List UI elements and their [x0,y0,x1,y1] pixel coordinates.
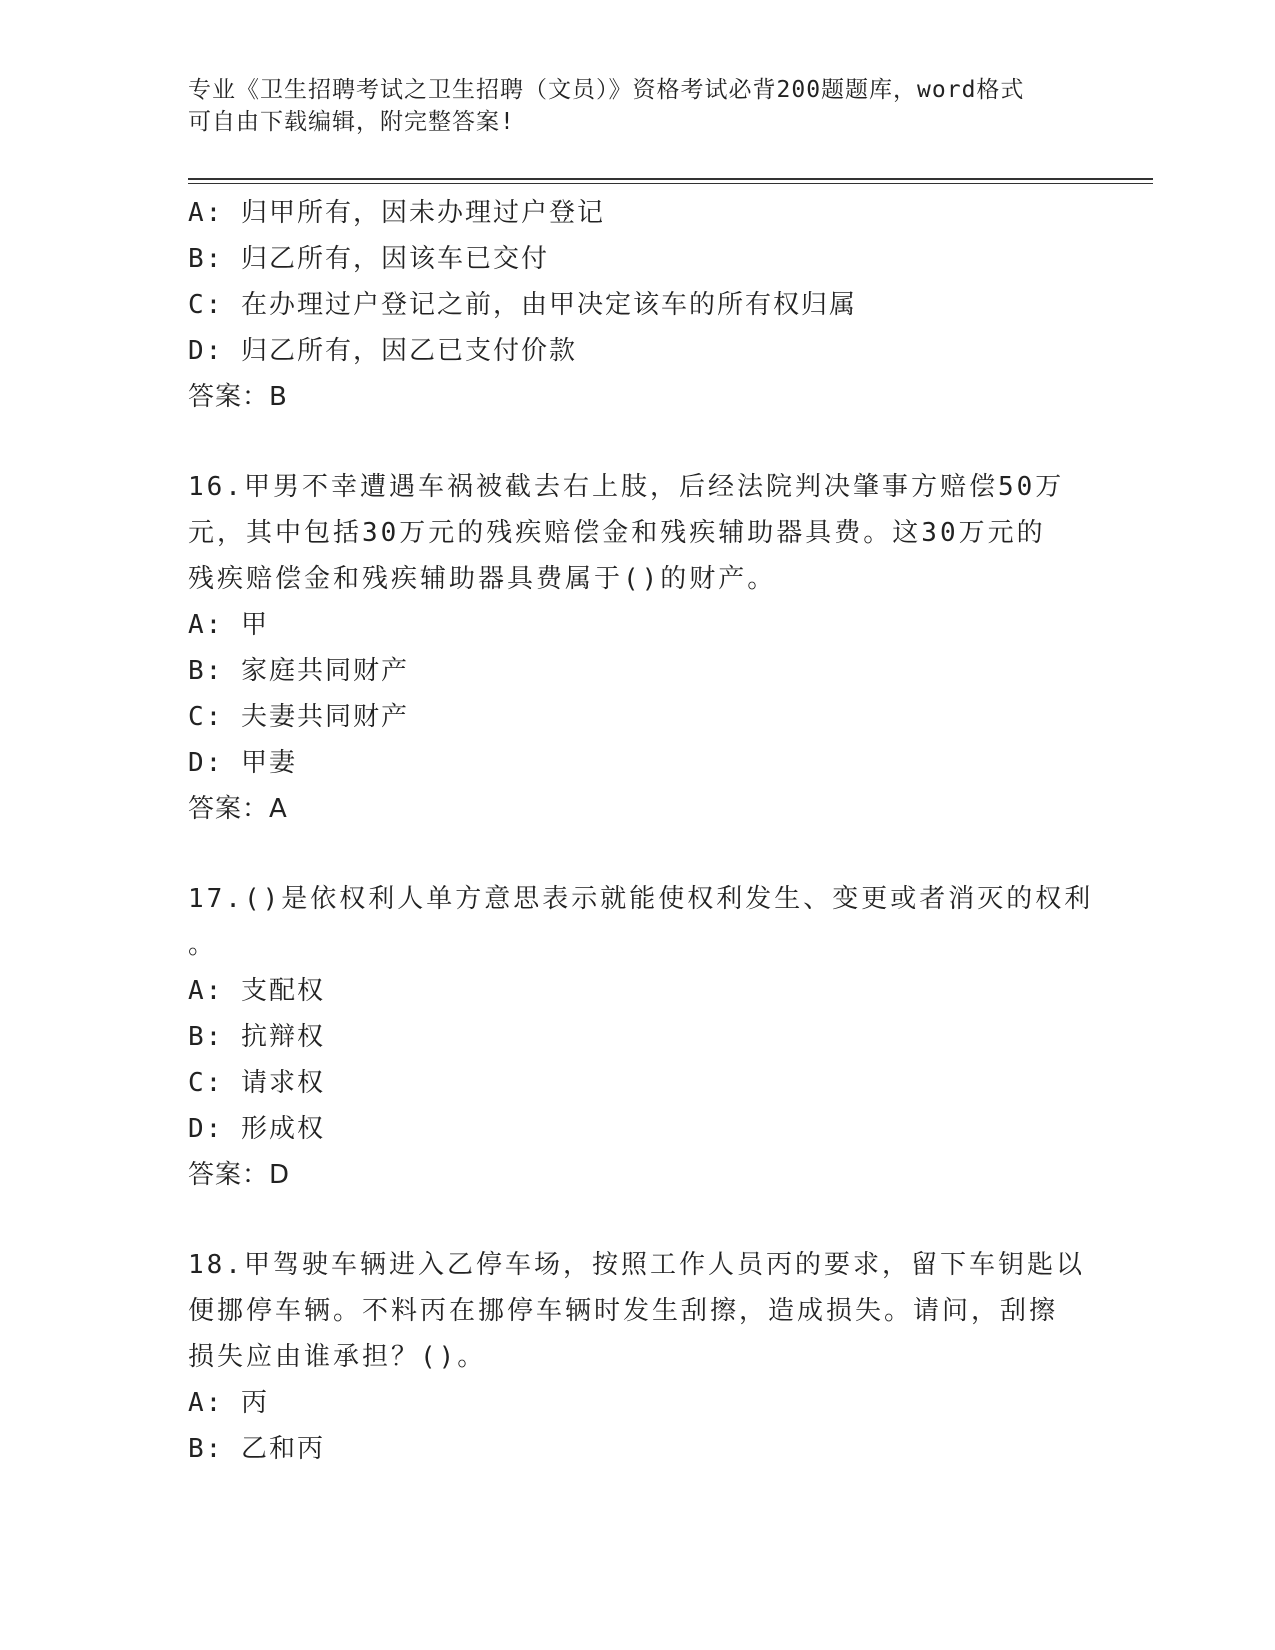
option-b: B: 抗辩权 [188,1022,325,1052]
stem-line: 18.甲驾驶车辆进入乙停车场，按照工作人员丙的要求，留下车钥匙以 [188,1250,1085,1280]
stem-line: 便挪停车辆。不料丙在挪停车辆时发生刮擦，造成损失。请问，刮擦 [188,1296,1059,1326]
option-b: B: 乙和丙 [188,1434,325,1464]
option-b: B: 家庭共同财产 [188,656,409,686]
question-stem [188,876,1094,968]
option-a: A: 归甲所有，因未办理过户登记 [188,198,605,228]
stem-line: 。 [188,930,218,960]
option-d: D: 归乙所有，因乙已支付价款 [188,336,577,366]
header-line-1: 专业《卫生招聘考试之卫生招聘（文员）》资格考试必背200题题库，word格式 [188,77,1025,103]
answer: 答案：D [188,1160,291,1190]
question-stem [188,464,1088,602]
question-list [188,190,1094,1472]
question-stem [188,1242,1088,1380]
option-d: D: 甲妻 [188,748,297,778]
answer: 答案：B [188,382,288,412]
question-15 [188,190,1088,420]
option-c: C: 夫妻共同财产 [188,702,409,732]
option-d: D: 形成权 [188,1114,325,1144]
stem-line: 元，其中包括30万元的残疾赔偿金和残疾辅助器具费。这30万元的 [188,518,1046,548]
question-17 [188,876,1094,1198]
header-divider-thin [188,183,1153,184]
header-divider [188,178,1153,180]
question-16 [188,464,1088,832]
question-18 [188,1242,1088,1472]
option-c: C: 在办理过户登记之前，由甲决定该车的所有权归属 [188,290,857,320]
answer: 答案：A [188,794,288,824]
option-b: B: 归乙所有，因该车已交付 [188,244,549,274]
stem-line: 16.甲男不幸遭遇车祸被截去右上肢，后经法院判决肇事方赔偿50万 [188,472,1065,502]
stem-line: 残疾赔偿金和残疾辅助器具费属于()的财产。 [188,564,777,594]
header-line-2: 可自由下载编辑，附完整答案! [188,109,515,135]
option-a: A: 支配权 [188,976,325,1006]
document-header [188,74,1068,138]
stem-line: 17.()是依权利人单方意思表示就能使权利发生、变更或者消灭的权利 [188,884,1094,914]
option-a: A: 甲 [188,610,269,640]
option-a: A: 丙 [188,1388,269,1418]
option-c: C: 请求权 [188,1068,325,1098]
stem-line: 损失应由谁承担？()。 [188,1342,487,1372]
